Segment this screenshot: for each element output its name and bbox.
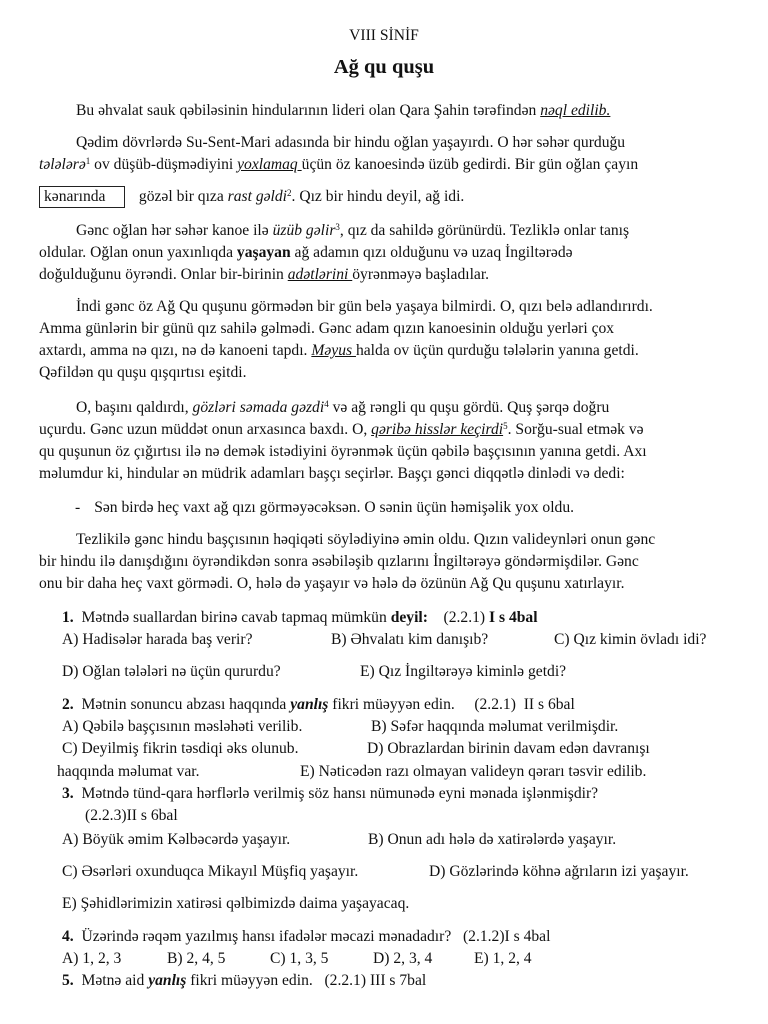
text-line: doğulduğunu öyrəndi. Onlar bir-birinin adətlərini öyrənməyə başladılar.: [39, 266, 490, 283]
option-c[interactable]: C) 1, 3, 5: [270, 950, 329, 967]
option-c[interactable]: C) Əsərləri oxunduqca Mikayıl Müşfiq yaşayır.: [62, 863, 359, 880]
text-line: İndi gənc öz Ağ Qu quşunu görmədən bir gün belə yaşaya bilmirdi. O, qızı belə adlandırırdı.: [76, 298, 653, 315]
option-a[interactable]: A) Hadisələr harada baş verir?: [62, 631, 253, 648]
option-b[interactable]: B) Onun adı hələ də xatirələrdə yaşayır.: [368, 831, 617, 848]
text-line: bir hindu ilə danışdığını öyrəndikdən sonra əsəbiləşib qızlarını İngiltərəyə göndərmişdilər. Gənc: [39, 553, 639, 570]
text-line: Qəfildən qu quşu qışqırtısı eşitdi.: [39, 364, 247, 381]
text-line: kənarında gözəl bir qıza rast gəldi$^2$. Qız bir hindu deyil, ağ idi.: [39, 186, 739, 208]
option-d-continued: haqqında məlumat var.: [57, 763, 200, 780]
option-b[interactable]: B) Əhvalatı kim danışıb?: [331, 631, 489, 648]
quote-line: - Sən birdə heç vaxt ağ qızı görməyəcəksən. O sənin üçün həmişəlik yox oldu.: [75, 499, 575, 516]
option-d[interactable]: D) Gözlərində köhnə ağrıların izi yaşayır.: [429, 863, 689, 880]
paragraph-4: [39, 397, 739, 485]
question-1: 1. Mətndə suallardan birinə cavab tapmaq mümkün deyil: (2.2.1) I s 4bal: [62, 609, 538, 626]
option-e[interactable]: E) Şəhidlərimizin xatirəsi qəlbimizdə daima yaşayacaq.: [62, 895, 410, 912]
question-3-code: (2.2.3)II s 6bal: [85, 807, 178, 824]
text-line: axtardı, amma nə qızı, nə də kanoeni tapdı. Məyus halda ov üçün qurduğu tələlərin yanına getdi.: [39, 342, 639, 359]
option-b[interactable]: B) 2, 4, 5: [167, 950, 226, 967]
text-line: oldular. Oğlan onun yaxınlıqda yaşayan ağ adamın qızı olduğunu və uzaq İngiltərədə: [39, 244, 573, 261]
text-line: qu quşunun öz çığırtısı ilə nə demək istədiyini öyrənmək üçün qəbilə başçısının yanına getdi. Axı: [39, 443, 647, 460]
story-title: Ağ qu quşu: [333, 56, 435, 78]
text-line: Gənc oğlan hər səhər kanoe ilə üzüb gəlir$^3$, qız da sahildə görünürdü. Tezliklə onlar tanış: [76, 222, 630, 239]
text-line: O, başını qaldırdı, gözləri səmada gəzdi$^4$ və ağ rəngli qu quşu gördü. Quş şərqə doğru: [76, 399, 610, 416]
option-b[interactable]: B) Səfər haqqında məlumat verilmişdir.: [371, 718, 619, 735]
intro-line: Bu əhvalat sauk qəbiləsinin hindularının lideri olan Qara Şahin tərəfindən nəql edilib.: [76, 102, 611, 119]
option-d[interactable]: D) Obrazlardan birinin davam edən davranışı: [367, 740, 650, 757]
grade-label: VIII SİNİF: [349, 27, 419, 44]
text-line: onu bir daha heç vaxt görmədi. O, hələ də yaşayır və hələ də özünün Ağ Qu quşunu xatırlayır.: [39, 575, 625, 592]
text-line: uçurdu. Gənc uzun müddət onun arxasınca baxdı. O, qəribə hisslər keçirdi$^5$. Sorğu-sual etmək və: [39, 421, 644, 438]
paragraph-5: [39, 529, 739, 595]
text-line: Tezlikilə gənc hindu başçısının həqiqəti söylədiyinə əmin oldu. Qızın valideynləri onun gənc: [76, 531, 656, 548]
paragraph-1: [39, 132, 739, 208]
question-5: 5. Mətnə aid yanlış fikri müəyyən edin. (2.2.1) III s 7bal: [62, 972, 427, 989]
text-line: Amma günlərin bir günü qız sahilə gəlmədi. Gənc adam qızın kanoesinin olduğu yerləri çox: [39, 320, 615, 337]
option-a[interactable]: A) Qəbilə başçısının məsləhəti verilib.: [62, 718, 303, 735]
option-d[interactable]: D) Oğlan tələləri nə üçün qururdu?: [62, 663, 281, 680]
option-e[interactable]: E) Qız İngiltərəyə kiminlə getdi?: [360, 663, 567, 680]
option-c[interactable]: C) Qız kimin övladı idi?: [554, 631, 707, 648]
option-e[interactable]: E) Nəticədən razı olmayan valideyn qərarı təsvir edilib.: [300, 763, 647, 780]
highlighted-word-box: kənarında: [39, 186, 125, 208]
option-a[interactable]: A) 1, 2, 3: [62, 950, 122, 967]
option-d[interactable]: D) 2, 3, 4: [373, 950, 433, 967]
text-line: məlumdur ki, hindular ən müdrik adamları başçı seçirlər. Başçı gənci diqqətlə dinlədi və dedi:: [39, 465, 625, 482]
paragraph-2: [39, 220, 739, 286]
question-2: 2. Mətnin sonuncu abzası haqqında yanlış fikri müəyyən edin. (2.2.1) II s 6bal: [62, 696, 575, 713]
paragraph-3: [39, 296, 739, 384]
option-c[interactable]: C) Deyilmiş fikrin təsdiqi əks olunub.: [62, 740, 299, 757]
question-4: 4. Üzərində rəqəm yazılmış hansı ifadələr məcazi mənadadır? (2.1.2)I s 4bal: [62, 928, 551, 945]
question-3: 3. Mətndə tünd-qara hərflərlə verilmiş söz hansı nümunədə eyni mənada işlənmişdir?: [62, 785, 599, 802]
option-e[interactable]: E) 1, 2, 4: [474, 950, 532, 967]
text-line: Qədim dövrlərdə Su-Sent-Mari adasında bir hindu oğlan yaşayırdı. O hər səhər qurduğu: [76, 134, 626, 151]
text-line: tələlərə$^1$ ov düşüb-düşmədiyini yoxlamaq üçün öz kanoesində üzüb gedirdi. Bir gün oğlan çayın: [39, 156, 639, 173]
option-a[interactable]: A) Böyük əmim Kəlbəcərdə yaşayır.: [62, 831, 291, 848]
